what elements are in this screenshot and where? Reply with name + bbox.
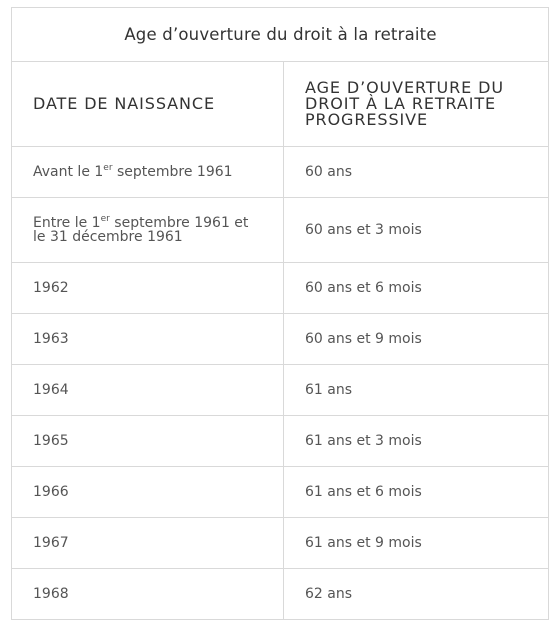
- table-row: [12, 314, 549, 365]
- retirement-age-cell: 60 ans et 9 mois: [284, 314, 549, 365]
- retirement-age-cell: 60 ans et 3 mois: [284, 198, 549, 263]
- ordinal-superscript: er: [100, 214, 110, 224]
- table-row: [12, 416, 549, 467]
- header-retirement-age: AGE D’OUVERTURE DU DROIT À LA RETRAITE PROGRESSIVE: [284, 62, 549, 147]
- birth-date-text: Avant le 1: [33, 164, 104, 180]
- birth-date-cell: 1964: [12, 365, 284, 416]
- birth-date-text: septembre 1961 et le 31 décembre 1961: [33, 215, 249, 245]
- table-row: [12, 147, 549, 198]
- table-header-row: [12, 62, 549, 147]
- birth-date-cell: 1962: [12, 263, 284, 314]
- retirement-age-cell: 61 ans: [284, 365, 549, 416]
- birth-date-cell: 1966: [12, 467, 284, 518]
- birth-date-cell: [12, 198, 284, 263]
- retirement-age-cell: 61 ans et 9 mois: [284, 518, 549, 569]
- table-caption-row: [12, 8, 549, 62]
- table-row: [12, 263, 549, 314]
- table-row: [12, 365, 549, 416]
- retirement-age-cell: 60 ans: [284, 147, 549, 198]
- retirement-age-cell: 60 ans et 6 mois: [284, 263, 549, 314]
- table-row: [12, 569, 549, 620]
- table-row: [12, 518, 549, 569]
- birth-date-cell: 1968: [12, 569, 284, 620]
- retirement-age-cell: 61 ans et 3 mois: [284, 416, 549, 467]
- birth-date-cell: 1967: [12, 518, 284, 569]
- table-row: [12, 467, 549, 518]
- birth-date-text: Entre le 1: [33, 215, 101, 231]
- retirement-age-cell: 62 ans: [284, 569, 549, 620]
- table-row: [12, 198, 549, 263]
- retirement-age-cell: 61 ans et 6 mois: [284, 467, 549, 518]
- retirement-age-table: [11, 7, 549, 620]
- header-birth-date: DATE DE NAISSANCE: [12, 62, 284, 147]
- birth-date-cell: [12, 147, 284, 198]
- birth-date-text: septembre 1961: [112, 164, 233, 180]
- table-caption: Age d’ouverture du droit à la retraite: [12, 8, 549, 62]
- ordinal-superscript: er: [103, 163, 113, 173]
- birth-date-cell: 1963: [12, 314, 284, 365]
- birth-date-cell: 1965: [12, 416, 284, 467]
